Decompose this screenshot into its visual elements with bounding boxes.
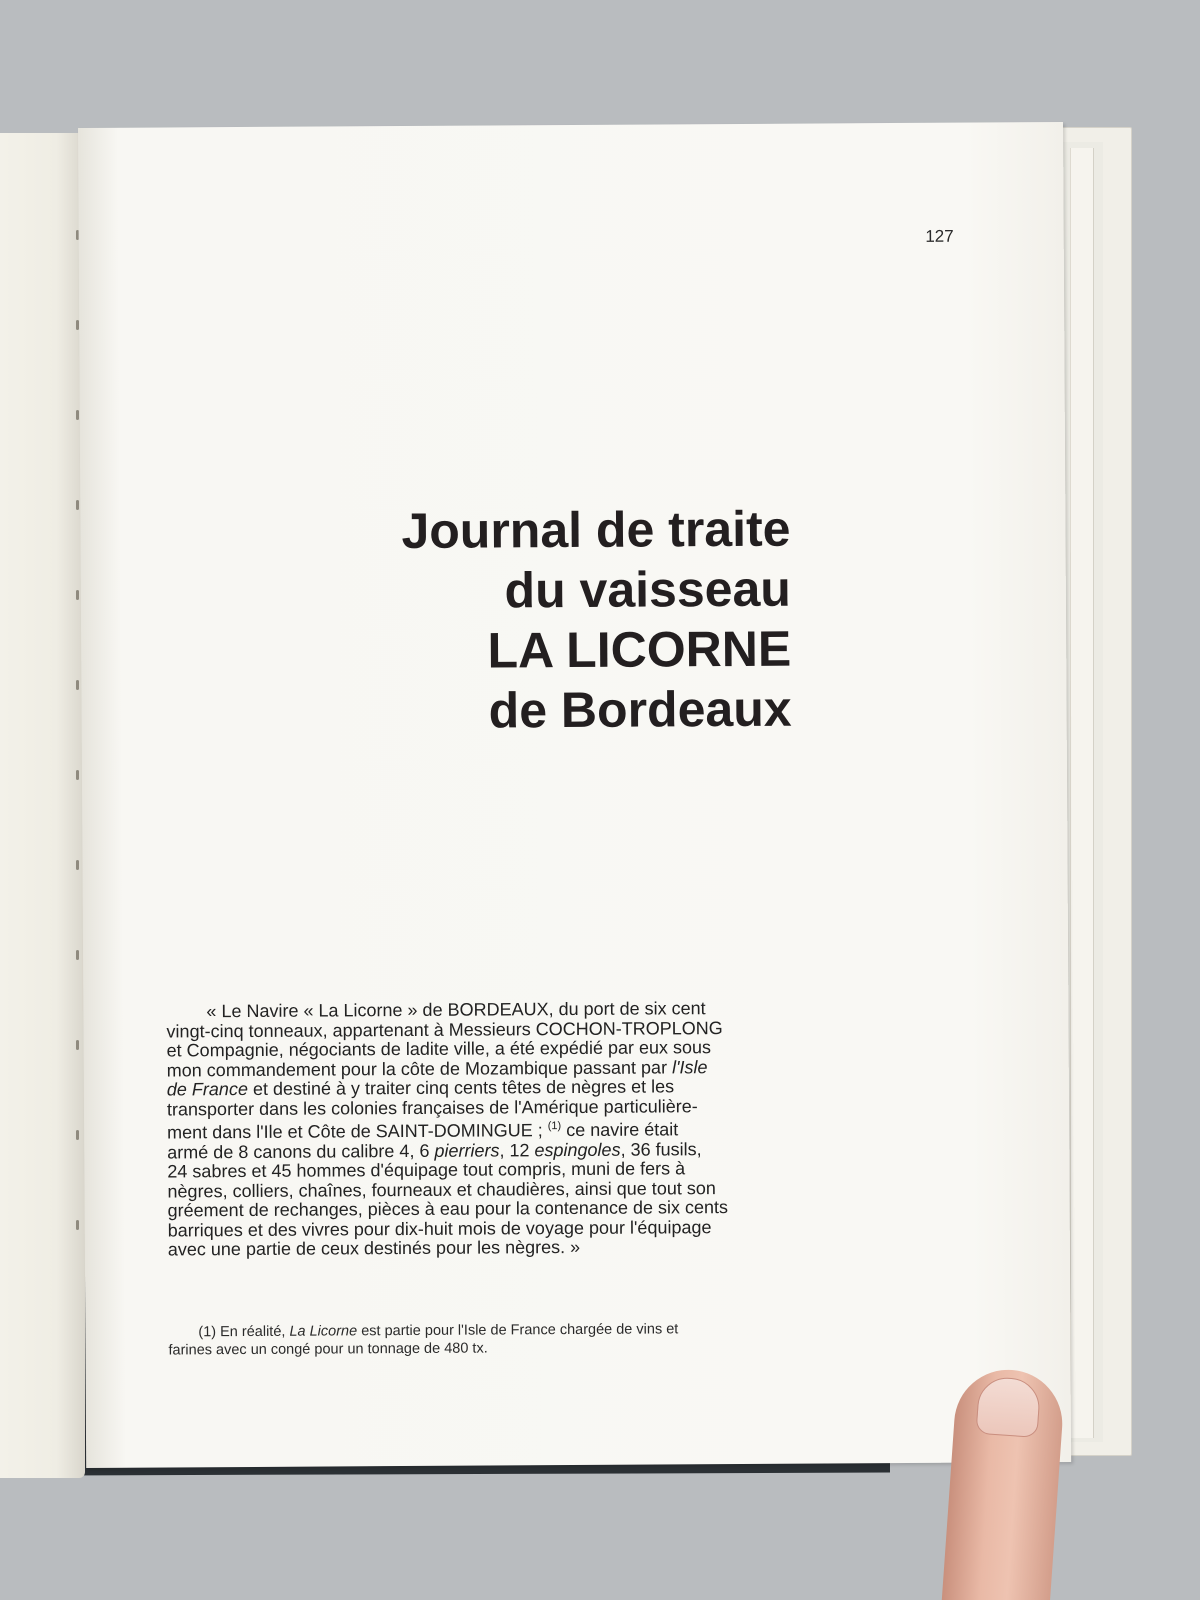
italic-span: pierriers xyxy=(434,1139,500,1161)
text-span: (1) En réalité, xyxy=(198,1323,290,1341)
right-page xyxy=(78,122,1071,1468)
italic-span: de France xyxy=(166,1078,248,1100)
stitch xyxy=(76,680,79,690)
left-page xyxy=(0,133,85,1478)
stitch xyxy=(76,500,79,510)
text-line: vingt-cinq tonneaux, appartenant à Messieurs COCHON-TROPLONG xyxy=(166,1017,723,1041)
stitch xyxy=(76,950,79,960)
italic-span: l'Isle xyxy=(671,1056,708,1077)
stitch xyxy=(76,590,79,600)
text-span: armé de 8 canons du calibre 4, 6 xyxy=(167,1140,435,1162)
stitch xyxy=(76,770,79,780)
title-line: du vaisseau xyxy=(504,560,791,619)
text-line: « Le Navire « La Licorne » de BORDEAUX, du port de six cent xyxy=(206,998,706,1022)
title-line: de Bordeaux xyxy=(488,680,792,739)
stitch xyxy=(76,1130,79,1140)
footnote-marker: (1) xyxy=(547,1120,562,1133)
text-line: avec une partie de ceux destinés pour les nègres. » xyxy=(167,1236,581,1260)
text-span: , 36 fusils, xyxy=(620,1138,702,1160)
text-span: mon commandement pour la côte de Mozambique passant par xyxy=(166,1056,673,1080)
text-line: gréement de rechanges, pièces à eau pour la contenance de six cents xyxy=(167,1197,729,1221)
text-line: nègres, colliers, chaînes, fourneaux et chaudières, ainsi que tout son xyxy=(167,1177,716,1201)
page-stack-edge xyxy=(1070,148,1094,1438)
title-line: LA LICORNE xyxy=(487,620,792,679)
chapter-title xyxy=(220,499,791,742)
page-number: 127 xyxy=(925,226,954,246)
text-span: ment dans l'Ile et Côte de SAINT-DOMINGUE ; xyxy=(167,1120,548,1143)
quoted-passage xyxy=(166,999,796,1260)
stitch xyxy=(76,1040,79,1050)
italic-span: La Licorne xyxy=(289,1323,358,1340)
text-line: et Compagnie, négociants de ladite ville, a été expédié par eux sous xyxy=(166,1037,712,1061)
finger xyxy=(940,1366,1066,1600)
text-span: , 12 xyxy=(499,1139,535,1160)
stitch xyxy=(76,1220,79,1230)
fingernail xyxy=(975,1376,1041,1438)
footnote-line: farines avec un congé pour un tonnage de 480 tx. xyxy=(168,1340,488,1359)
text-span: ce navire était xyxy=(561,1119,679,1141)
footnote xyxy=(168,1320,796,1360)
title-line: Journal de traite xyxy=(401,500,791,560)
text-span: est partie pour l'Isle de France chargée de vins et xyxy=(357,1321,679,1340)
italic-span: espingoles xyxy=(534,1139,621,1160)
stitch xyxy=(76,410,79,420)
stitch xyxy=(76,860,79,870)
text-line: 24 sabres et 45 hommes d'équipage tout compris, muni de fers à xyxy=(167,1158,686,1182)
text-line: barriques et des vivres pour dix-huit mois de voyage pour l'équipage xyxy=(167,1216,712,1240)
text-line: transporter dans les colonies françaises de l'Amérique particulière- xyxy=(166,1095,698,1119)
text-span: et destiné à y traiter cinq cents têtes de nègres et les xyxy=(247,1076,675,1099)
